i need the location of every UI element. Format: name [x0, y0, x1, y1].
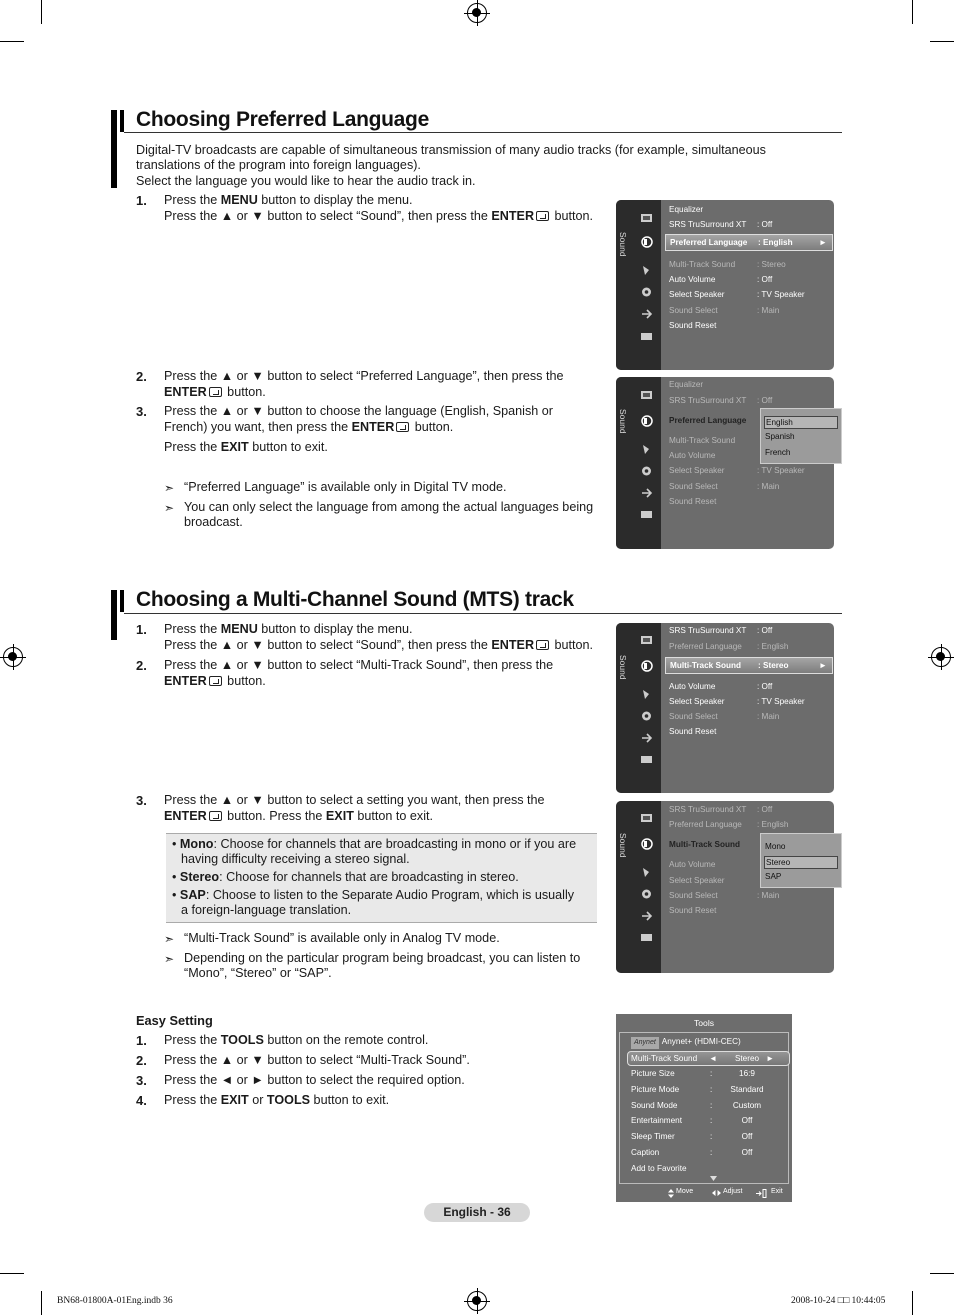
section2-step3: Press the ▲ or ▼ button to select a setting you want, then press the ENTER button. Press the EXIT button to exit. [164, 793, 545, 823]
crop-mark [912, 0, 913, 24]
menu-item-sound-select[interactable]: Sound Select : Main [669, 482, 780, 491]
note-text: You can only select the language from among the actual languages being broadcast. [184, 500, 594, 530]
note-arrow-icon: ➣ [164, 952, 175, 966]
menu-item-auto-volume[interactable]: Auto Volume [669, 860, 716, 869]
section-bar [120, 110, 124, 132]
input-icon [640, 487, 653, 499]
anynet-logo-icon: Anynet [631, 1037, 659, 1049]
section-rule [124, 613, 842, 614]
section-title-mts: Choosing a Multi-Channel Sound (MTS) track [136, 588, 574, 611]
setup-icon [640, 286, 653, 298]
menu-item-sound-reset[interactable]: Sound Reset [669, 727, 717, 736]
bullet-icon: • [172, 870, 177, 884]
crop-mark [930, 1273, 954, 1274]
enter-icon [209, 387, 222, 397]
menu-item-select-speaker[interactable]: Select Speaker : TV Speaker [669, 290, 805, 299]
input-icon [640, 308, 653, 320]
step-number: 2. [136, 658, 147, 673]
osd-sidebar: Sound [616, 623, 661, 793]
print-timestamp: 2008-10-24 □□ 10:44:05 [791, 1296, 886, 1306]
option-stereo[interactable]: Stereo [764, 856, 838, 869]
section1-step2: Press the ▲ or ▼ button to select “Preferred Language”, then press the ENTER button. [164, 369, 564, 399]
step-number: 4. [136, 1093, 147, 1108]
crop-mark [930, 41, 954, 42]
application-icon [640, 330, 653, 342]
arrow-right-icon: ► [818, 661, 827, 670]
registration-mark-icon [467, 1291, 487, 1311]
language-dropdown [760, 408, 842, 464]
tools-menu [616, 1014, 792, 1202]
channel-icon [640, 264, 653, 276]
channel-icon [640, 688, 653, 700]
section2-step1: Press the MENU button to display the menu. Press the ▲ or ▼ button to select “Sound”, then press the ENTER button. [164, 622, 594, 652]
menu-item-preferred-language[interactable]: Preferred Language : English ► [665, 234, 833, 251]
menu-item-equalizer[interactable]: Equalizer [669, 380, 704, 389]
menu-item-auto-volume[interactable]: Auto Volume [669, 451, 716, 460]
menu-item-sound-reset[interactable]: Sound Reset [669, 906, 717, 915]
tools-footer: Move Adjust Exit [616, 1188, 792, 1199]
picture-icon [640, 212, 653, 224]
note-arrow-icon: ➣ [164, 501, 175, 515]
application-icon [640, 508, 653, 520]
application-icon [640, 931, 653, 943]
setup-icon [640, 888, 653, 900]
section-bar [120, 590, 124, 612]
channel-icon [640, 866, 653, 878]
enter-icon [536, 640, 549, 650]
enter-icon [209, 811, 222, 821]
registration-mark-icon [467, 3, 487, 23]
mts-dropdown [760, 833, 842, 888]
note-arrow-icon: ➣ [164, 481, 175, 495]
move-icon [668, 1189, 674, 1198]
note-text: “Preferred Language” is available only in Digital TV mode. [184, 480, 507, 494]
step-number: 3. [136, 793, 147, 808]
bullet-sap: • SAP: Choose to listen to the Separate Audio Program, which is usually a foreign-language translation. [172, 888, 575, 918]
note-arrow-icon: ➣ [164, 932, 175, 946]
input-icon [640, 910, 653, 922]
osd-sound-menu-mts [616, 623, 834, 793]
easy-step3: Press the ◄ or ► button to select the required option. [164, 1073, 465, 1087]
osd-sidebar: Sound [616, 377, 661, 549]
step-number: 2. [136, 369, 147, 384]
crop-mark [41, 1291, 42, 1315]
menu-item-multi-track-sound[interactable]: Multi-Track Sound : Stereo [669, 260, 786, 269]
osd-sound-menu [616, 200, 834, 370]
menu-item-multi-track-sound[interactable]: Multi-Track Sound [669, 436, 736, 445]
menu-item-preferred-language[interactable]: Preferred Language : English [669, 642, 789, 651]
section1-step3: Press the ▲ or ▼ button to choose the language (English, Spanish or French) you want, then press the ENTER button. Press the EXIT button to exit. [164, 404, 553, 454]
menu-item-auto-volume[interactable]: Auto Volume : Off [669, 682, 773, 691]
note-text: “Multi-Track Sound” is available only in Analog TV mode. [184, 931, 500, 945]
easy-step4: Press the EXIT or TOOLS button to exit. [164, 1093, 390, 1107]
menu-item-auto-volume[interactable]: Auto Volume : Off [669, 275, 773, 284]
menu-item-srs[interactable]: SRS TruSurround XT : Off [669, 220, 773, 229]
osd-sidebar: Sound [616, 801, 661, 973]
tools-list: Anynet Anynet+ (HDMI-CEC) Multi-Track Sound ◄ Stereo ► Picture Size : 16:9 Picture Mode : Standard Sound Mode : Custom Entertainment : Off Sleep Timer : Off Caption : Off Add to Favorite [619, 1032, 789, 1184]
tools-title: Tools [693, 1018, 715, 1028]
crop-mark [0, 1273, 24, 1274]
section2-step2: Press the ▲ or ▼ button to select “Multi-Track Sound”, then press the ENTER button. [164, 658, 554, 688]
setup-icon [640, 710, 653, 722]
crop-mark [0, 41, 24, 42]
registration-mark-icon [3, 647, 23, 667]
option-sap[interactable]: SAP [765, 872, 782, 881]
picture-icon [640, 812, 653, 824]
section-bar [111, 110, 117, 188]
application-icon [640, 753, 653, 765]
crop-mark [912, 1291, 913, 1315]
bullet-stereo: • Stereo: Choose for channels that are broadcasting in stereo. [172, 870, 519, 884]
setup-icon [640, 465, 653, 477]
picture-icon [640, 389, 653, 401]
scroll-down-icon[interactable] [710, 1176, 717, 1181]
section-rule [124, 132, 842, 133]
enter-icon [396, 422, 409, 432]
menu-item-sound-select[interactable]: Sound Select : Main [669, 306, 780, 315]
menu-item-srs[interactable]: SRS TruSurround XT : Off [669, 396, 773, 405]
osd-sound-menu-mts-popup [616, 801, 834, 973]
menu-item-sound-select[interactable]: Sound Select : Main [669, 712, 780, 721]
menu-item-sound-reset[interactable]: Sound Reset [669, 497, 717, 506]
input-icon [640, 732, 653, 744]
section-bar [111, 590, 117, 640]
arrow-left-icon: ◄ [709, 1054, 718, 1063]
menu-item-preferred-language[interactable]: Preferred Language [669, 416, 747, 425]
arrow-right-icon: ► [766, 1054, 775, 1063]
adjust-icon [712, 1190, 721, 1196]
menu-item-srs[interactable]: SRS TruSurround XT : Off [669, 805, 773, 814]
menu-item-select-speaker[interactable]: Select Speaker : TV Speaker [669, 697, 805, 706]
option-english[interactable]: English [764, 416, 838, 429]
step-number: 3. [136, 404, 147, 419]
option-french[interactable]: French [765, 448, 791, 457]
crop-mark [41, 0, 42, 24]
channel-icon [640, 443, 653, 455]
sound-icon [640, 236, 653, 248]
note-text: Depending on the particular program being broadcast, you can listen to “Mono”, “Stereo” or “SAP”. [184, 951, 581, 981]
easy-step1: Press the TOOLS button on the remote control. [164, 1033, 429, 1047]
bullet-mono: • Mono: Choose for channels that are broadcasting in mono or if you are having difficulty receiving a stereo signal. [172, 837, 577, 867]
easy-setting-title: Easy Setting [136, 1013, 213, 1028]
registration-mark-icon [931, 647, 951, 667]
picture-icon [640, 634, 653, 646]
menu-item-sound-select[interactable]: Sound Select : Main [669, 891, 780, 900]
exit-icon [756, 1189, 767, 1198]
step-number: 3. [136, 1073, 147, 1088]
menu-item-equalizer[interactable]: Equalizer [669, 205, 704, 214]
menu-item-sound-reset[interactable]: Sound Reset [669, 321, 717, 330]
osd-sound-menu-language-popup [616, 377, 834, 549]
osd-sidebar: Sound [616, 200, 661, 370]
menu-item-select-speaker[interactable]: Select Speaker : TV Speaker [669, 466, 805, 475]
sound-icon [640, 838, 653, 850]
option-mono[interactable]: Mono [765, 842, 786, 851]
menu-item-multi-track-sound[interactable]: Multi-Track Sound [669, 840, 740, 849]
step-number: 1. [136, 193, 147, 208]
sound-icon [640, 660, 653, 672]
step-number: 1. [136, 622, 147, 637]
menu-item-preferred-language[interactable]: Preferred Language : English [669, 820, 789, 829]
bullet-icon: • [172, 888, 177, 902]
file-slug: BN68-01800A-01Eng.indb 36 [57, 1296, 173, 1306]
bullet-icon: • [172, 837, 177, 851]
step-number: 1. [136, 1033, 147, 1048]
option-spanish[interactable]: Spanish [765, 432, 795, 441]
menu-item-multi-track-sound[interactable]: Multi-Track Sound : Stereo ► [665, 657, 833, 674]
page-number: English - 36 [424, 1203, 530, 1222]
menu-item-srs[interactable]: SRS TruSurround XT : Off [669, 626, 773, 635]
arrow-right-icon: ► [818, 238, 827, 247]
section1-step1: Press the MENU button to display the menu. Press the ▲ or ▼ button to select “Sound”, then press the ENTER button. [164, 193, 594, 223]
sound-icon [640, 415, 653, 427]
step-number: 2. [136, 1053, 147, 1068]
enter-icon [536, 211, 549, 221]
section1-intro: Digital-TV broadcasts are capable of simultaneous transmission of many audio tracks (for example, simultaneous translations of the program into foreign languages). Select the language you would like to hear the audio track in. [136, 143, 766, 188]
easy-step2: Press the ▲ or ▼ button to select “Multi-Track Sound”. [164, 1053, 470, 1067]
menu-item-select-speaker[interactable]: Select Speaker [669, 876, 725, 885]
section-title-preferred-language: Choosing Preferred Language [136, 108, 429, 131]
enter-icon [209, 676, 222, 686]
